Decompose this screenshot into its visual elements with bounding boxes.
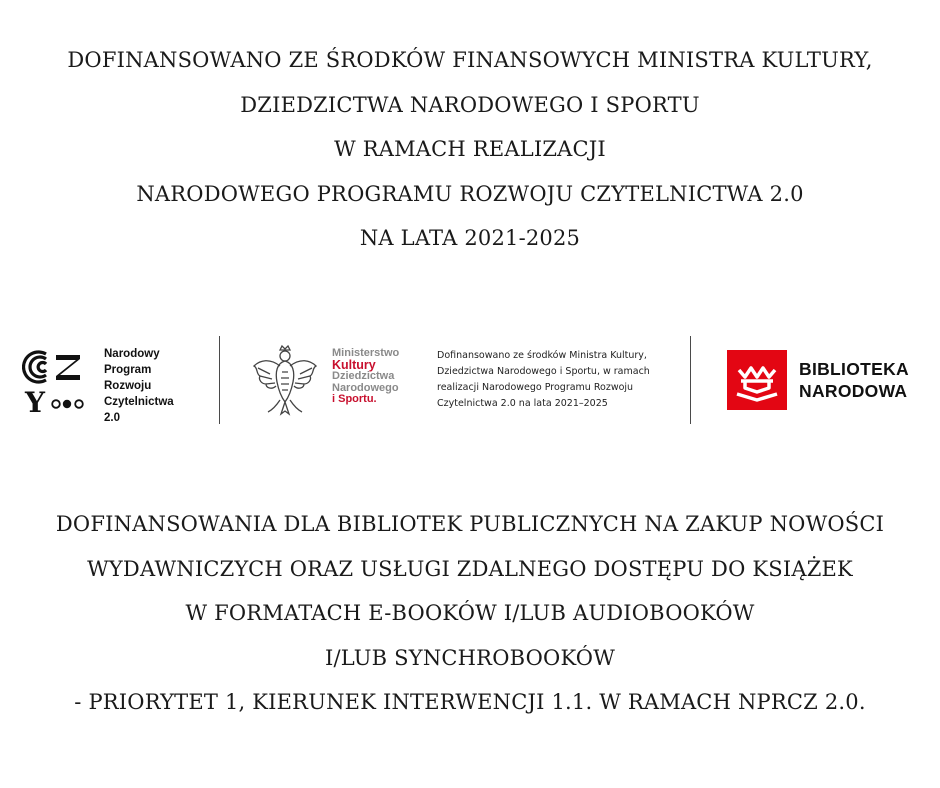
heading-line: NARODOWEGO PROGRAMU ROZWOJU CZYTELNICTWA 2.0 [136,181,804,206]
polish-eagle-icon [250,344,320,416]
ministry-wordmark [332,348,399,406]
ministry-logo [250,344,425,416]
bn-crown-icon [727,350,787,410]
description-line: - PRIORYTET 1, KIERUNEK INTERWENCJI 1.1. W RAMACH NPRCZ 2.0. [74,690,866,714]
bn-wordmark [799,358,909,402]
nprcz-line: Narodowy [104,348,160,360]
biblioteka-narodowa-logo [727,350,927,410]
bn-line: BIBLIOTEKA [799,359,909,379]
description-line: WYDAWNICZYCH ORAZ USŁUGI ZDALNEGO DOSTĘPU DO KSIĄŻEK [87,556,853,581]
nprcz-mark-letter: Y [25,386,45,414]
funding-heading [0,38,940,261]
description-line: DOFINANSOWANIA DLA BIBLIOTEK PUBLICZNYCH NA ZAKUP NOWOŚCI [55,512,885,536]
ministry-line: Narodowego [332,381,399,394]
nprcz-logo [22,344,202,424]
heading-line: DZIEDZICTWA NARODOWEGO I SPORTU [240,92,700,117]
program-description [0,502,940,725]
funding-note [437,348,677,412]
ministry-line: i Sportu. [332,393,377,405]
note-line: Dofinansowano ze środków Ministra Kultury, [437,350,647,361]
nprcz-mark-icon [22,348,86,414]
heading-line: NA LATA 2021-2025 [359,226,581,250]
note-line: realizacji Narodowego Programu Rozwoju [437,382,634,393]
logo-divider [219,336,220,424]
logo-strip [0,330,940,430]
bn-emblem [727,350,787,410]
ministry-line: Ministerstwo [332,347,400,359]
logo-divider [690,336,691,424]
nprcz-wordmark [104,346,174,426]
nprcz-line: Program [104,364,152,376]
ministry-line: Dziedzictwa [332,370,395,382]
heading-line: DOFINANSOWANO ZE ŚRODKÓW FINANSOWYCH MINISTRA KULTURY, [67,48,873,72]
nprcz-line: Rozwoju [104,380,152,392]
nprcz-line: Czytelnictwa [104,396,174,408]
description-line: I/LUB SYNCHROBOOKÓW [325,645,615,670]
ministry-line: Kultury [332,357,376,372]
heading-line: W RAMACH REALIZACJI [334,137,606,161]
bn-line: NARODOWA [799,381,908,401]
nprcz-line: 2.0 [104,412,120,424]
note-line: Dziedzictwa Narodowego i Sportu, w ramach [437,366,650,377]
note-line: Czytelnictwa 2.0 na lata 2021–2025 [437,398,608,409]
description-line: W FORMATACH E-BOOKÓW I/LUB AUDIOBOOKÓW [185,601,755,625]
